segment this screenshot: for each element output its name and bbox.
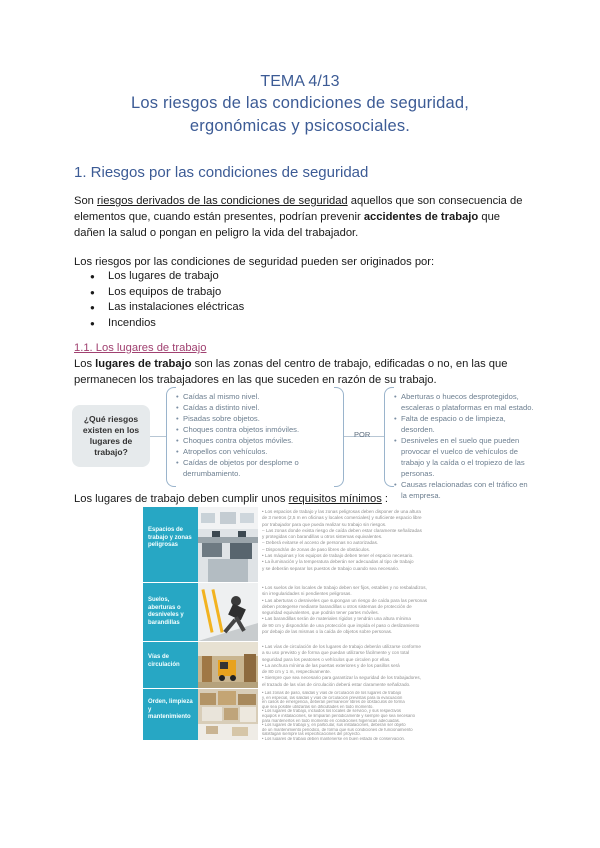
row-category: Vías de circulación <box>143 642 198 688</box>
tema-label: TEMA 4/13 <box>260 73 340 90</box>
risks-list <box>176 391 336 479</box>
list-item: • Falta de espacio o de limpieza, desorden. <box>394 413 534 435</box>
row-text: • Los suelos de los locales de trabajo deben ser fijos, estables y no resbaladizos, sin irregularidades ni pendientes peligrosas. • Las aberturas o desniveles que supongan un riesgo de caída para las personas deben protegerse mediante barandillas u otros sistemas de protección de seguridad equivalentes, que podrán tener partes móviles. • Las barandillas serán de materiales rígidos y tendrán una altura mínima de 90 cm y dispondrán de una protección que impida el paso o deslizamiento por debajo de las mismas o la caída de objetos sobre personas. <box>262 585 428 635</box>
list-item: • Caídas de objetos por desplome o derrumbamiento. <box>176 457 336 479</box>
risk-sources-list <box>90 269 244 331</box>
falling-worker-photo <box>198 583 258 641</box>
risks-bracket-close <box>334 387 344 487</box>
list-item: • Pisadas sobre objetos. <box>176 413 336 424</box>
row-category: Suelos, aberturas o desniveles y barandillas <box>143 583 198 641</box>
row-category: Espacios de trabajo y zonas peligrosas <box>143 507 198 582</box>
risks-bracket <box>166 387 176 487</box>
document-header <box>0 72 600 138</box>
diagram-question: ¿Qué riesgos existen en los lugares de trabajo? <box>72 405 150 467</box>
list-item: • Atropellos con vehículos. <box>176 446 336 457</box>
list-item: • Aberturas o huecos desprotegidos, escaleras o plataformas en mal estado. <box>394 391 534 413</box>
list-item: • Choques contra objetos inmóviles. <box>176 424 336 435</box>
row-text: • Las vías de circulación de los lugares de trabajo deberán utilizarse conforme a su uso previsto y de forma que puedan utilizarse fácilmente y con total seguridad para los peatones o vehículos que circulen por ellas. • La anchura mínima de las puertas exteriores y de los pasillos será de 80 cm y 1 m, respectivamente. • Siempre que sea necesario para garantizar la seguridad de los trabajadores, el trazado de las vías de circulación deberá estar claramente señalizado. <box>262 644 421 687</box>
diagram-connector <box>150 436 166 437</box>
row-text: • Los espacios de trabajo y las zonas peligrosas deben disponer de una altura de 3 metros (2,5 m en oficinas y locales comerciales) y suficiente espacio libre por trabajador para que pueda realizar su trabajo sin riesgos. – Las zonas donde exista riesgo de caída deben estar claramente señalizadas y protegidas con barandillas u otros sistemas equivalentes. – Deberá evitarse el acceso de personas no autorizadas. – Dispondrán de zonas de paso libres de obstáculos. • Las máquinas y los equipos de trabajo deben tener el espacio necesario. • La iluminación y la temperatura deberán ser adecuadas al tipo de trabajo y se deberán separar los puestos de trabajo cuando sea necesario. <box>262 509 422 571</box>
list-item: • Desniveles en el suelo que pueden provocar el vuelco de vehículos de trabajo y la caída o el tropiezo de las personas. <box>394 435 534 479</box>
por-label: POR <box>354 430 371 439</box>
causes-list <box>394 391 534 501</box>
cluttered-storage-photo <box>198 689 258 740</box>
list-item: ● Incendios <box>90 316 244 332</box>
list-item: ● Los lugares de trabajo <box>90 269 244 285</box>
section-1-paragraph-2: Los riesgos por las condiciones de seguridad pueden ser originados por: <box>74 256 435 268</box>
section-1-1-heading: 1.1. Los lugares de trabajo <box>74 342 207 354</box>
table-row <box>143 689 467 740</box>
table-row <box>143 583 467 641</box>
section-1-heading: 1. Riesgos por las condiciones de seguridad <box>74 164 369 181</box>
title-line-2: ergonómicas y psicosociales. <box>189 117 411 135</box>
list-item: • Choques contra objetos móviles. <box>176 435 336 446</box>
row-text: • Las zonas de paso, salidas y vías de circulación de los lugares de trabajo y, en especial, las salidas y vías de circulación previstas para la evacuación en casos de emergencia, deberán permanecer libres de obstáculos de forma que sea posible utilizarlas sin dificultades en todo momento. • Los lugares de trabajo, incluidos los locales de servicio, y sus respectivos equipos e instalaciones, se limpiarán periódicamente y siempre que sea necesario para mantenerlos en todo momento en condiciones higiénicas adecuadas. • Los lugares de trabajo y, en particular, sus instalaciones, deberán ser objeto de un mantenimiento periódico, de forma que sus condiciones de funcionamiento satisfagan siempre las especificaciones del proyecto. • Los lugares de trabajo deben mantenerse en buen estado de conservación. <box>262 691 415 740</box>
list-item: • Caídas a distinto nivel. <box>176 402 336 413</box>
list-item: • Causas relacionadas con el tráfico en la empresa. <box>394 479 534 501</box>
list-item: ● Los equipos de trabajo <box>90 285 244 301</box>
causes-bracket <box>384 387 394 487</box>
list-item: ● Las instalaciones eléctricas <box>90 300 244 316</box>
office-photo <box>198 507 258 582</box>
row-category: Orden, limpieza y mantenimiento <box>143 689 198 740</box>
requisitos-paragraph: Los lugares de trabajo deben cumplir unos requisitos mínimos : <box>74 493 389 505</box>
requirements-table <box>143 507 467 740</box>
title-line-1: Los riesgos de las condiciones de seguridad, <box>130 94 470 112</box>
section-1-paragraph-1: Son riesgos derivados de las condiciones de seguridad aquellos que son consecuencia de elementos que, cuando están presentes, podrían prevenir accidentes de trabajo que dañen la salud o pongan en peligro la vida del trabajador. <box>74 195 523 239</box>
table-row <box>143 642 467 688</box>
table-row <box>143 507 467 582</box>
warehouse-photo <box>198 642 258 688</box>
section-1-1-paragraph: Los lugares de trabajo son las zonas del centro de trabajo, edificadas o no, en las que permanecen los trabajadores en las que suceden en razón de su trabajo. <box>74 358 508 386</box>
list-item: • Caídas al mismo nivel. <box>176 391 336 402</box>
